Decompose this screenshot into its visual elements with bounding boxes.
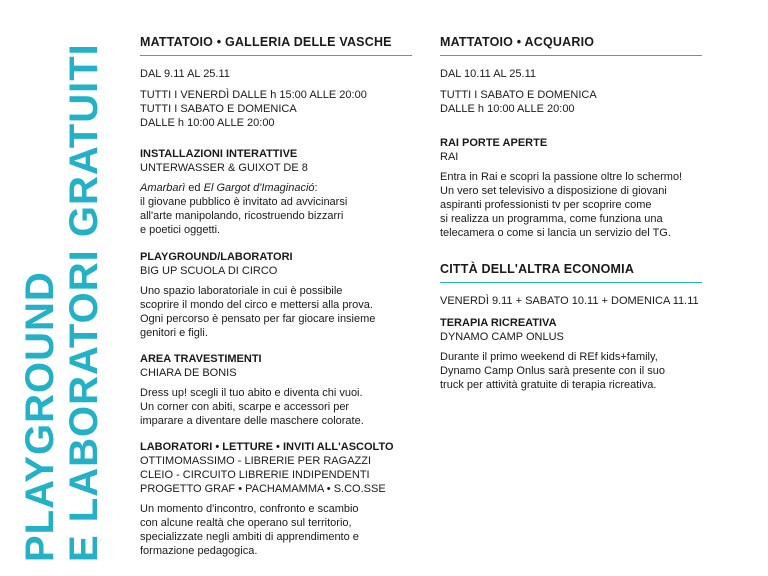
desc-line: specializzate negli ambiti di apprendimento e: [140, 531, 359, 543]
right-header2-block: [440, 262, 702, 283]
section-org: CHIARA DE BONIS: [140, 367, 237, 379]
left-dates: DAL 9.11 AL 25.11: [140, 68, 230, 80]
desc-line: genitori e figli.: [140, 327, 208, 339]
left-header-rule: [140, 55, 412, 56]
desc-line: Un momento d'incontro, confronto e scambio: [140, 503, 359, 515]
org-line: OTTIMOMASSIMO - LIBRERIE PER RAGAZZI: [140, 455, 372, 467]
section-desc: [140, 502, 394, 558]
desc-connector: ed: [185, 182, 204, 194]
desc-line: si realizza un programma, come funziona una: [440, 213, 663, 225]
section-org: UNTERWASSER & GUIXOT DE 8: [140, 162, 308, 174]
desc-line: con alcune realtà che operano sul territorio,: [140, 517, 352, 529]
desc-title-1: Amarbarì: [140, 182, 186, 194]
left-header: MATTATOIO • GALLERIA DELLE VASCHE: [140, 35, 392, 49]
section-title: RAI PORTE APERTE: [440, 137, 548, 149]
desc-line: Durante il primo weekend di REf kids+family,: [440, 351, 658, 363]
desc-colon: :: [314, 182, 318, 194]
right-header-block: [440, 35, 702, 56]
right-dates: DAL 10.11 AL 25.11: [440, 68, 537, 80]
desc-line: Un vero set televisivo a disposizione di giovani: [440, 185, 667, 197]
vertical-title-line1: PLAYGROUND: [18, 271, 62, 562]
section-title: AREA TRAVESTIMENTI: [140, 353, 262, 365]
left-hours-line: TUTTI I SABATO E DOMENICA: [140, 103, 297, 115]
desc-line: Entra in Rai e scopri la passione oltre lo schermo!: [440, 171, 683, 183]
section-title: INSTALLAZIONI INTERATTIVE: [140, 148, 298, 160]
right-header-rule: [440, 55, 702, 56]
desc-line: truck per attività gratuite di terapia ricreativa.: [440, 379, 657, 391]
left-header-block: [140, 35, 412, 56]
section-desc: [140, 181, 347, 237]
right-header2: CITTÀ DELL'ALTRA ECONOMIA: [440, 262, 635, 276]
section-laboratori: [140, 440, 394, 558]
desc-line: Dynamo Camp Onlus sarà presente con il suo: [440, 365, 665, 377]
section-title: PLAYGROUND/LABORATORI: [140, 251, 293, 263]
section-desc: [140, 284, 375, 340]
section-desc: [140, 386, 364, 428]
org-line: CLEIO - CIRCUITO LIBRERIE INDIPENDENTI: [140, 469, 370, 481]
section-title: LABORATORI • LETTURE • INVITI ALL'ASCOLTO: [140, 441, 394, 453]
section-org: DYNAMO CAMP ONLUS: [440, 331, 564, 343]
desc-line: e poetici oggetti.: [140, 224, 221, 236]
desc-title-2: El Gargot d'Imaginació: [203, 182, 315, 194]
org-line: PROGETTO GRAF • PACHAMAMMA • S.CO.SSE: [140, 483, 386, 495]
left-hours-line: TUTTI I VENERDÌ DALLE h 15:00 ALLE 20:00: [140, 89, 367, 101]
left-hours: [140, 88, 367, 130]
desc-line: imparare a diventare delle maschere colorate.: [140, 415, 364, 427]
right-dates2: VENERDÌ 9.11 + SABATO 10.11 + DOMENICA 11.11: [440, 295, 699, 307]
vertical-title: [0, 0, 110, 576]
section-desc: [440, 170, 682, 240]
vertical-title-line2: E LABORATORI GRATUITI: [62, 43, 106, 562]
section-org: RAI: [440, 151, 459, 163]
section-travestimenti: [140, 352, 364, 428]
section-playground: [140, 250, 375, 340]
desc-line: formazione pedagogica.: [140, 545, 258, 557]
desc-line: Dress up! scegli il tuo abito e diventa chi vuoi.: [140, 387, 363, 399]
right-header2-rule: [440, 282, 702, 283]
section-title: TERAPIA RICREATIVA: [440, 317, 557, 329]
desc-line: all'arte manipolando, ricostruendo bizzarri: [140, 210, 344, 222]
desc-line: il giovane pubblico è invitato ad avvicinarsi: [140, 196, 348, 208]
right-hours-line: TUTTI I SABATO E DOMENICA: [440, 89, 597, 101]
desc-line: scoprire il mondo del circo e mettersi alla prova.: [140, 299, 373, 311]
desc-line: Ogni percorso è pensato per far giocare insieme: [140, 313, 376, 325]
desc-line: telecamera o come si lancia un servizio del TG.: [440, 227, 671, 239]
section-org: BIG UP SCUOLA DI CIRCO: [140, 265, 278, 277]
right-header: MATTATOIO • ACQUARIO: [440, 35, 595, 49]
section-installazioni: [140, 147, 347, 237]
section-rai: [440, 136, 682, 240]
section-desc: [440, 350, 665, 392]
section-terapia: [440, 316, 665, 392]
left-hours-line: DALLE h 10:00 ALLE 20:00: [140, 117, 275, 129]
desc-line: Un corner con abiti, scarpe e accessori per: [140, 401, 350, 413]
right-hours: [440, 88, 597, 116]
desc-line: aspiranti professionisti tv per scoprire come: [440, 199, 652, 211]
section-org: [140, 454, 394, 496]
right-hours-line: DALLE h 10:00 ALLE 20:00: [440, 103, 575, 115]
desc-line: Uno spazio laboratoriale in cui è possibile: [140, 285, 343, 297]
